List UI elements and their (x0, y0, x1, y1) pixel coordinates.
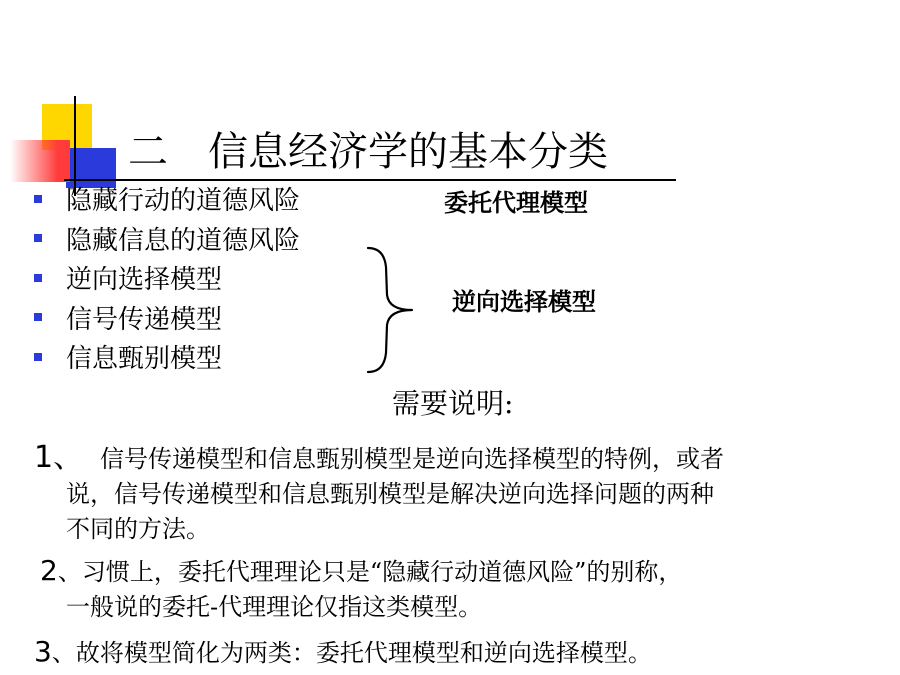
list-item: 信息甄别模型 (34, 337, 300, 377)
bullet-marker-icon (34, 313, 42, 321)
note-2-number: 2 (40, 554, 58, 587)
bullet-marker-icon (34, 274, 42, 282)
list-item: 隐藏行动的道德风险 (34, 179, 300, 219)
bullet-marker-icon (34, 195, 42, 203)
bullet-marker-icon (34, 234, 42, 242)
note-2-line-2: 一般说的委托-代理理论仅指这类模型。 (66, 593, 483, 621)
list-item: 信号传递模型 (34, 298, 300, 338)
note-2-line-1: 2、习惯上，委托代理理论只是“隐藏行动道德风险”的别称， (40, 554, 683, 587)
note-2 (40, 553, 682, 625)
classification-list (34, 179, 300, 377)
right-brace-icon (366, 245, 416, 375)
note-1-line-1: 1、 信号传递模型和信息甄别模型是逆向选择模型的特例，或者 (34, 440, 724, 475)
bullet-marker-icon (34, 353, 42, 361)
adverse-selection-label: 逆向选择模型 (452, 288, 596, 316)
list-item: 逆向选择模型 (34, 258, 300, 298)
list-item: 隐藏信息的道德风险 (34, 219, 300, 259)
note-3: 3、故将模型简化为两类：委托代理模型和逆向选择模型。 (34, 635, 652, 668)
note-3-number: 3 (34, 635, 52, 668)
term-principal-agent: 委托代理模型 (315, 639, 460, 667)
note-1-line-3: 不同的方法。 (66, 515, 210, 543)
principal-agent-label: 委托代理模型 (444, 189, 588, 217)
decor-red-gradient (10, 140, 70, 182)
note-1-number: 1、 (34, 440, 84, 475)
note-heading: 需要说明: (392, 387, 514, 420)
page-title: 二 信息经济学的基本分类 (128, 129, 608, 175)
term-adverse-selection: 逆向选择模型 (483, 639, 628, 667)
note-1 (34, 440, 724, 547)
note-1-line-2: 说，信号传递模型和信息甄别模型是解决逆向选择问题的两种 (66, 480, 714, 508)
